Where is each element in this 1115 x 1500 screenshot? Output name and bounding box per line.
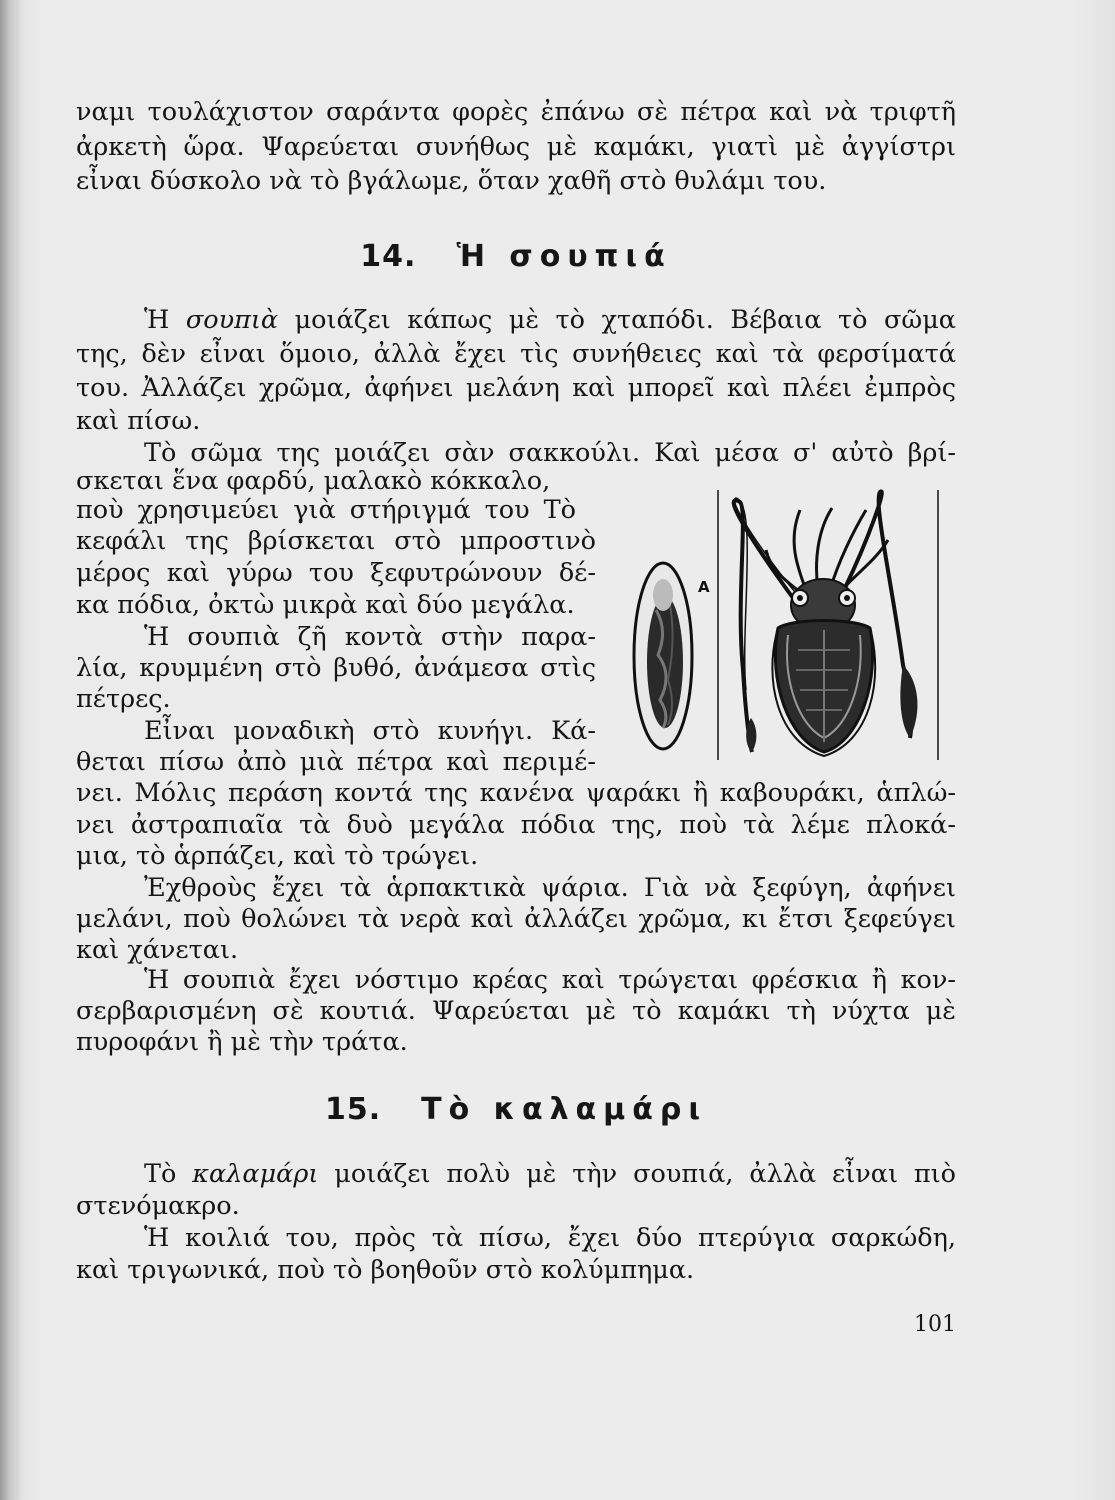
s14-p1-line-3: του. Ἀλλάζει χρῶμα, ἀφήνει μελάνη καὶ μπορεῖ καὶ πλέει ἐμπρὸς xyxy=(76,373,956,403)
s15-p2-line-2: καὶ τριγωνικά, ποὺ τὸ βοηθοῦν στὸ κολύμπημα. xyxy=(76,1255,695,1285)
s14-p3-line-3: πέτρες. xyxy=(76,684,171,714)
intro-line-3: εἶναι δύσκολο νὰ τὸ βγάλωμε, ὅταν χαθῆ στὸ θυλάμι του. xyxy=(76,166,827,196)
cuttlefish-illustration xyxy=(618,480,958,770)
s15-p2-line-1: Ἡ κοιλιά του, πρὸς τὰ πίσω, ἔχει δύο πτερύγια σαρκώδη, xyxy=(144,1223,956,1253)
s14-p2-line-1: Τὸ σῶμα της μοιάζει σὰν σακκούλι. Καὶ μέσα σ' αὐτὸ βρί- xyxy=(144,438,956,468)
section-15-heading xyxy=(76,1092,956,1127)
s15-p1-line-2: στενόμακρο. xyxy=(76,1191,240,1221)
s14-p4-line-1: Εἶναι μοναδικὴ στὸ κυνήγι. Κά- xyxy=(144,716,596,746)
figure-label: Α xyxy=(698,578,710,596)
section-15-title: Τὸ καλαμάρι xyxy=(421,1092,708,1127)
s14-p5-line-2: μελάνι, ποὺ θολώνει τὰ νερὰ καὶ ἀλλάζει χρῶμα, κι ἔτσι ξεφεύγει xyxy=(76,904,956,934)
section-14-heading xyxy=(76,239,956,274)
term-soupia: σουπιὰ xyxy=(185,305,279,335)
s14-p1-line-2: της, δὲν εἶναι ὅμοιο, ἀλλὰ ἔχει τὶς συνήθειες καὶ τὰ φερσίματά xyxy=(76,339,956,369)
s14-p3-line-2: λία, κρυμμένη στὸ βυθό, ἀνάμεσα στὶς xyxy=(76,653,596,683)
s14-p5-line-3: καὶ χάνεται. xyxy=(76,935,239,965)
s14-p2-line-2: σκεται ἕνα φαρδύ, μαλακὸ κόκκαλο, xyxy=(76,466,551,496)
s15-p1-line-1: Τὸ καλαμάρι μοιάζει πολὺ μὲ τὴν σουπιά, ἀλλὰ εἶναι πιὸ xyxy=(144,1159,956,1189)
intro-line-1: ναμι τουλάχιστον σαράντα φορὲς ἐπάνω σὲ πέτρα καὶ νὰ τριφτῆ xyxy=(76,97,956,127)
s14-p2-line-3: ποὺ χρησιμεύει γιὰ στήριγμά του Τὸ xyxy=(76,495,576,525)
s14-p4-line-2: θεται πίσω ἀπὸ μιὰ πέτρα καὶ περιμέ- xyxy=(76,747,596,777)
s14-p6-line-2: σερβαρισμένη σὲ κουτιά. Ψαρεύεται μὲ τὸ καμάκι τὴ νύχτα μὲ xyxy=(76,996,956,1026)
s14-p3-line-1: Ἡ σουπιὰ ζῆ κοντὰ στὴν παρα- xyxy=(144,622,596,652)
cuttlefish-image xyxy=(718,490,938,760)
cuttlebone-image xyxy=(634,563,692,749)
term-kalamari: καλαμάρι xyxy=(192,1159,319,1189)
s14-p4-line-5: μια, τὸ ἁρπάζει, καὶ τὸ τρώγει. xyxy=(76,841,479,871)
intro-line-2: ἀρκετὴ ὥρα. Ψαρεύεται συνήθως μὲ καμάκι, γιατὶ μὲ ἀγγίστρι xyxy=(76,132,956,162)
s14-p6-line-1: Ἡ σουπιὰ ἔχει νόστιμο κρέας καὶ τρώγεται φρέσκια ἢ κον- xyxy=(144,965,956,995)
page-number: 101 xyxy=(914,1312,956,1337)
cuttlefish-drawing xyxy=(618,480,958,770)
binding-edge xyxy=(0,0,22,1500)
s14-p1-line-1: Ἡ σουπιὰ μοιάζει κάπως μὲ τὸ χταπόδι. Βέβαια τὸ σῶμα xyxy=(144,305,956,335)
s14-p4-line-3: νει. Μόλις περάση κοντά της κανένα ψαράκι ἢ καβουράκι, ἁπλώ- xyxy=(76,778,956,808)
s14-p1-line-4: καὶ πίσω. xyxy=(76,406,201,436)
section-15-number: 15. xyxy=(324,1092,382,1127)
s14-p2-line-4: κεφάλι της βρίσκεται στὸ μπροστινὸ xyxy=(76,526,596,556)
section-14-title: Ἡ σουπιά xyxy=(456,239,672,274)
s14-p2-line-6: κα πόδια, ὀκτὼ μικρὰ καὶ δύο μεγάλα. xyxy=(76,590,575,620)
s14-p6-line-3: πυροφάνι ἢ μὲ τὴν τράτα. xyxy=(76,1027,408,1057)
s14-p4-line-4: νει ἀστραπιαῖα τὰ δυὸ μεγάλα πόδια της, ποὺ τὰ λέμε πλοκά- xyxy=(76,810,956,840)
section-14-number: 14. xyxy=(360,239,417,274)
s14-p2-line-5: μέρος καὶ γύρω του ξεφυτρώνουν δέ- xyxy=(76,558,596,588)
s14-p5-line-1: Ἐχθροὺς ἔχει τὰ ἁρπακτικὰ ψάρια. Γιὰ νὰ ξεφύγη, ἀφήνει xyxy=(144,873,956,903)
